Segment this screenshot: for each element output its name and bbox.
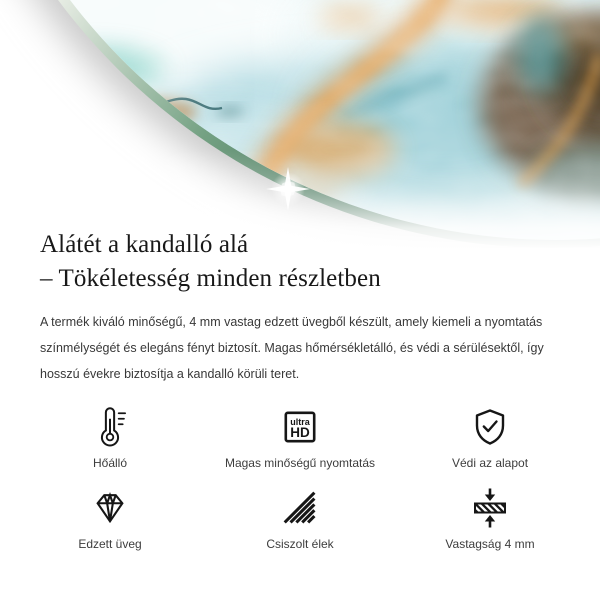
thermometer-icon (90, 405, 130, 449)
feature-tempered-glass (15, 484, 205, 551)
page-title (40, 228, 560, 296)
feature-polished-edges (205, 484, 395, 551)
product-description: A termék kiváló minőségű, 4 mm vastag edzett üvegből készült, amely kiemeli a nyomtatás színmélységét és elegáns fényt biztosít. Magas hőmérsékletálló, és védi a sérülésektől, így hosszú évekre biztosítja a kandalló körüli teret. (40, 315, 544, 381)
feature-label: Edzett üveg (78, 537, 142, 551)
features-grid (15, 403, 585, 565)
ultra-hd-badge-top: ultra (290, 417, 310, 427)
ultra-hd-badge-bottom: HD (290, 425, 310, 440)
product-photo (0, 0, 600, 250)
feature-label: Vastagság 4 mm (445, 537, 535, 551)
feature-thickness (395, 484, 585, 551)
product-info-section (0, 228, 600, 565)
feature-label: Védi az alapot (451, 456, 529, 470)
feature-heat-resistant (15, 403, 205, 470)
title-line-1: Alátét a kandalló alá (40, 231, 249, 258)
polished-edge-icon (282, 490, 318, 526)
shield-check-icon (470, 407, 510, 447)
title-line-2: – Tökéletesség minden részletben (40, 265, 381, 292)
feature-print-quality (205, 403, 395, 470)
feature-label: Csiszolt élek (266, 537, 334, 551)
thickness-icon (470, 487, 510, 529)
feature-label: Hőálló (92, 456, 128, 470)
ultra-hd-icon (280, 407, 320, 447)
product-image (0, 0, 600, 250)
feature-label: Magas minőségű nyomtatás (224, 456, 376, 470)
feature-base-protection (395, 403, 585, 470)
diamond-icon (90, 489, 130, 527)
